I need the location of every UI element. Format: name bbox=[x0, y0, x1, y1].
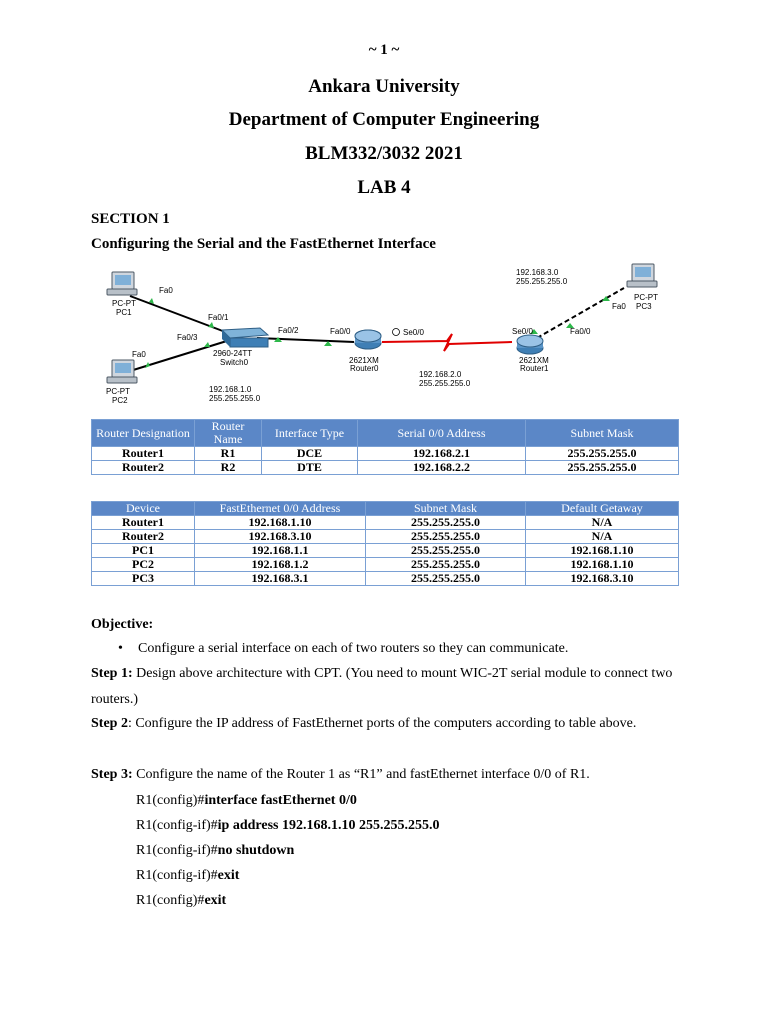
section-title: SECTION 1 bbox=[91, 211, 170, 227]
router-serial-table bbox=[91, 419, 679, 475]
column-header: Router Name bbox=[195, 420, 262, 447]
objective-title: Objective: bbox=[91, 617, 154, 632]
column-header: Interface Type bbox=[262, 420, 358, 447]
router1-fa-label: Fa0/0 bbox=[570, 327, 591, 336]
table-cell: PC1 bbox=[92, 544, 195, 558]
pc2-port-label: Fa0 bbox=[132, 350, 146, 359]
lan1-network-label: 192.168.1.0 bbox=[209, 385, 252, 394]
lan3-mask-label: 255.255.255.0 bbox=[516, 277, 568, 286]
column-header: Router Designation bbox=[92, 420, 195, 447]
router0-icon bbox=[355, 330, 381, 349]
table-cell: DTE bbox=[262, 461, 358, 475]
table-cell: PC3 bbox=[92, 572, 195, 586]
table-cell: 255.255.255.0 bbox=[526, 447, 679, 461]
network-topology-diagram bbox=[92, 258, 680, 414]
table-cell: Router1 bbox=[92, 516, 195, 530]
command-line: R1(config-if)#no shutdown bbox=[136, 843, 295, 858]
wan-mask-label: 255.255.255.0 bbox=[419, 379, 471, 388]
table-cell: 255.255.255.0 bbox=[366, 572, 526, 586]
table-row bbox=[92, 447, 679, 461]
status-switch-fa03 bbox=[204, 342, 210, 347]
router0-type-label: 2621XM bbox=[349, 356, 379, 365]
table-header-row bbox=[92, 420, 679, 447]
pc3-type-label: PC-PT bbox=[634, 293, 658, 302]
objective-bullet: • Configure a serial interface on each of two routers so they can communicate. bbox=[118, 641, 569, 656]
table-cell: Router2 bbox=[92, 530, 195, 544]
device-address-table bbox=[91, 501, 679, 586]
column-header: Subnet Mask bbox=[366, 502, 526, 516]
table-cell: 192.168.3.10 bbox=[195, 530, 366, 544]
table-cell: 255.255.255.0 bbox=[366, 544, 526, 558]
department-title: Department of Computer Engineering bbox=[228, 109, 540, 130]
table-cell: Router1 bbox=[92, 447, 195, 461]
table-row bbox=[92, 516, 679, 530]
lan1-mask-label: 255.255.255.0 bbox=[209, 394, 261, 403]
pc1-name-label: PC1 bbox=[116, 308, 132, 317]
pc3-name-label: PC3 bbox=[636, 302, 652, 311]
column-header: Serial 0/0 Address bbox=[358, 420, 526, 447]
pc3-icon bbox=[627, 264, 657, 287]
table-cell: 192.168.3.10 bbox=[526, 572, 679, 586]
course-title: BLM332/3032 2021 bbox=[305, 143, 463, 164]
column-header: Device bbox=[92, 502, 195, 516]
clock-icon bbox=[393, 329, 400, 336]
pc2-name-label: PC2 bbox=[112, 396, 128, 405]
column-header: Subnet Mask bbox=[526, 420, 679, 447]
switch-name-label: Switch0 bbox=[220, 358, 249, 367]
router1-icon bbox=[517, 335, 543, 354]
table-cell: 255.255.255.0 bbox=[526, 461, 679, 475]
table-row bbox=[92, 544, 679, 558]
table-cell: N/A bbox=[526, 516, 679, 530]
table-cell: 192.168.1.10 bbox=[526, 558, 679, 572]
table-cell: R2 bbox=[195, 461, 262, 475]
table-cell: 192.168.1.10 bbox=[195, 516, 366, 530]
command-line: R1(config-if)#ip address 192.168.1.10 255.255.255.0 bbox=[136, 818, 440, 833]
table-cell: 255.255.255.0 bbox=[366, 530, 526, 544]
table-cell: 192.168.1.10 bbox=[526, 544, 679, 558]
serial-link bbox=[382, 334, 512, 351]
column-header: Default Getaway bbox=[526, 502, 679, 516]
pc1-port-label: Fa0 bbox=[159, 286, 173, 295]
pc3-port-label: Fa0 bbox=[612, 302, 626, 311]
table-cell: 255.255.255.0 bbox=[366, 558, 526, 572]
university-title: Ankara University bbox=[308, 76, 460, 97]
table-cell: N/A bbox=[526, 530, 679, 544]
table-cell: DCE bbox=[262, 447, 358, 461]
table-cell: R1 bbox=[195, 447, 262, 461]
router1-type-label: 2621XM bbox=[519, 356, 549, 365]
command-line: R1(config-if)#exit bbox=[136, 868, 240, 883]
table-cell: 255.255.255.0 bbox=[366, 516, 526, 530]
router0-name-label: Router0 bbox=[350, 364, 379, 373]
wan-network-label: 192.168.2.0 bbox=[419, 370, 462, 379]
status-pc2 bbox=[145, 362, 150, 368]
table-cell: 192.168.3.1 bbox=[195, 572, 366, 586]
table-row bbox=[92, 461, 679, 475]
pc1-icon bbox=[107, 272, 137, 295]
router1-se-label: Se0/0 bbox=[512, 327, 533, 336]
table-row bbox=[92, 558, 679, 572]
table-header-row bbox=[92, 502, 679, 516]
table-cell: 192.168.2.2 bbox=[358, 461, 526, 475]
router1-name-label: Router1 bbox=[520, 364, 549, 373]
router0-fa-label: Fa0/0 bbox=[330, 327, 351, 336]
switch-icon bbox=[222, 328, 268, 347]
router0-se-label: Se0/0 bbox=[403, 328, 424, 337]
switch-type-label: 2960-24TT bbox=[213, 349, 253, 358]
switch-port-fa03-label: Fa0/3 bbox=[177, 333, 198, 342]
pc2-icon bbox=[107, 360, 137, 383]
table-row bbox=[92, 572, 679, 586]
section-subtitle: Configuring the Serial and the FastEthernet Interface bbox=[91, 236, 436, 252]
pc2-type-label: PC-PT bbox=[106, 387, 130, 396]
lab-title: LAB 4 bbox=[357, 177, 411, 198]
step-2: Step 2: Configure the IP address of FastEthernet ports of the computers according to table above. bbox=[91, 716, 637, 731]
pc1-type-label: PC-PT bbox=[112, 299, 136, 308]
switch-port-fa02-label: Fa0/2 bbox=[278, 326, 299, 335]
lan3-network-label: 192.168.3.0 bbox=[516, 268, 559, 277]
step-1: Step 1: Design above architecture with CPT. (You need to mount WIC-2T serial module to connect two routers.) bbox=[91, 666, 673, 707]
step-3: Step 3: Configure the name of the Router 1 as “R1” and fastEthernet interface 0/0 of R1. bbox=[91, 767, 590, 782]
table-cell: 192.168.1.1 bbox=[195, 544, 366, 558]
command-line: R1(config)#interface fastEthernet 0/0 bbox=[136, 793, 357, 808]
link-switch-router0 bbox=[257, 338, 354, 342]
switch-port-fa01-label: Fa0/1 bbox=[208, 313, 229, 322]
table-row bbox=[92, 530, 679, 544]
table-cell: 192.168.1.2 bbox=[195, 558, 366, 572]
column-header: FastEthernet 0/0 Address bbox=[195, 502, 366, 516]
table-cell: 192.168.2.1 bbox=[358, 447, 526, 461]
page-number: ~ 1 ~ bbox=[368, 42, 400, 58]
table-cell: Router2 bbox=[92, 461, 195, 475]
table-cell: PC2 bbox=[92, 558, 195, 572]
command-line: R1(config)#exit bbox=[136, 893, 227, 908]
